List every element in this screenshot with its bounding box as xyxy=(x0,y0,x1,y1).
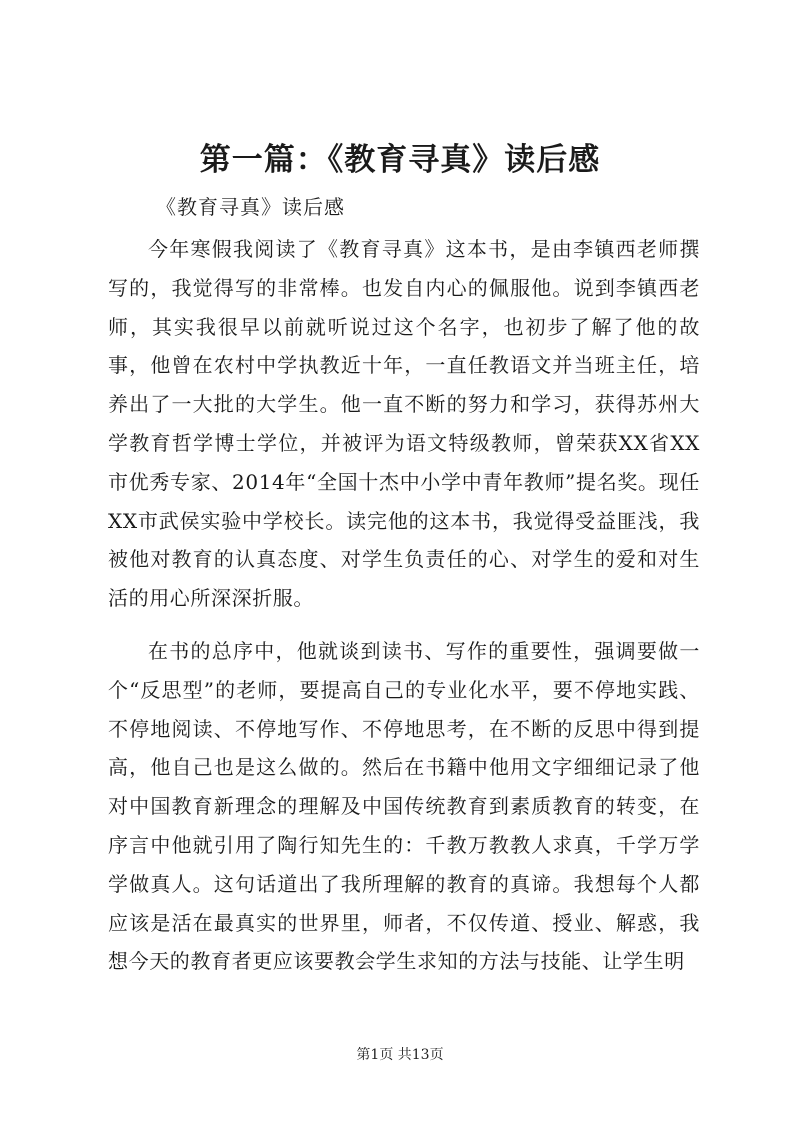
page-title: 第一篇：《教育寻真》读后感 xyxy=(199,142,601,178)
page-number: 第1页 共13页 xyxy=(356,1047,444,1063)
paragraph-1: 今年寒假我阅读了《教育寻真》这本书，是由李镇西老师撰写的，我觉得写的非常棒。也发自内心的佩服他。说到李镇西老师，其实我很早以前就听说过这个名字，也初步了解了他的故事，他曾在农村中学执教近十年，一直任教语文并当班主任，培养出了一大批的大学生。他一直不断的努力和学习，获得苏州大学教育哲学博士学位，并被评为语文特级教师，曾荣获XX省XX市优秀专家、2014年“全国十杰中小学中青年教师”提名奖。现任XX市武侯实验中学校长。读完他的这本书，我觉得受益匪浅，我被他对教育的认真态度、对学生负责任的心、对学生的爱和对生活的用心所深深折服。 xyxy=(108,237,700,611)
paragraph-2: 在书的总序中，他就谈到读书、写作的重要性，强调要做一个“反思型”的老师，要提高自己的专业化水平，要不停地实践、不停地阅读、不停地写作、不停地思考，在不断的反思中得到提高，他自己也是这么做的。然后在书籍中他用文字细细记录了他对中国教育新理念的理解及中国传统教育到素质教育的转变，在序言中他就引用了陶行知先生的：千教万教教人求真，千学万学学做真人。这句话道出了我所理解的教育的真谛。我想每个人都应该是活在最真实的世界里，师者，不仅传道、授业、解惑，我想今天的教育者更应该要教会学生求知的方法与技能、让学生明 xyxy=(108,638,700,974)
article-body xyxy=(108,230,700,995)
article-subtitle: 《教育寻真》读后感 xyxy=(156,195,345,219)
